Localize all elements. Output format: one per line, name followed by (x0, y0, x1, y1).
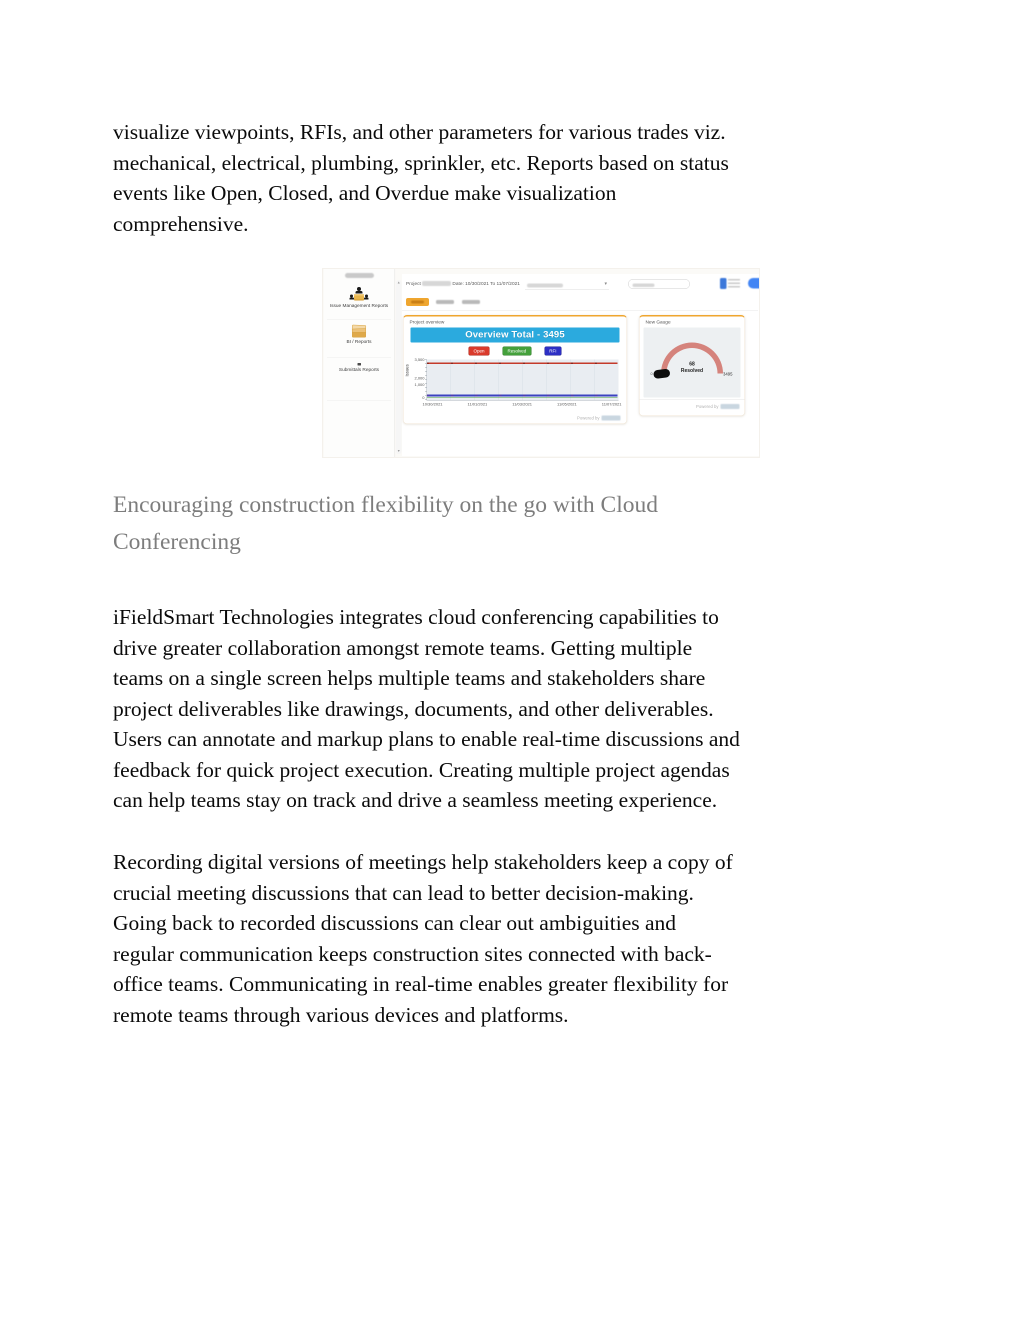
user-panel-text (728, 279, 740, 288)
powered-by-watermark (577, 416, 620, 421)
primary-action-button[interactable] (748, 278, 760, 289)
y-tick-label: 1,000 (414, 382, 425, 387)
text-line: Going back to recorded discussions can clear out ambiguities and (113, 911, 677, 935)
legend-open-button[interactable]: Open (468, 347, 489, 356)
paragraph-recording (113, 847, 943, 1030)
gauge-chart (644, 328, 741, 398)
x-tick-label: 11/07/2021 (601, 402, 622, 407)
divider (327, 319, 391, 320)
y-tick-label: 3,500 (414, 357, 425, 362)
ifieldsmart-dashboard (323, 269, 760, 458)
sidebar-item-issue-management-reports[interactable] (324, 287, 394, 309)
powered-by-watermark (696, 404, 739, 409)
x-tick-label: 11/01/2021 (467, 402, 488, 407)
legend-rfi-button[interactable]: RFI (544, 347, 561, 356)
text-line: regular communication keeps construction sites connected with back- (113, 941, 712, 966)
redacted-placeholder (633, 283, 655, 287)
heading-line: Encouraging construction flexibility on the go with Cloud (113, 492, 658, 518)
caret-down-icon: ▾ (604, 281, 607, 287)
sidebar-item-label: BI / Reports (346, 339, 372, 345)
text-line: drive greater collaboration amongst remote teams. Getting multiple (113, 635, 693, 660)
redacted-vendor-name (602, 416, 621, 421)
divider (327, 357, 391, 358)
legend-resolved-button[interactable]: Resolved (503, 347, 532, 356)
x-tick-label: 10/30/2021 (422, 402, 443, 407)
powered-by-text: Powered by (696, 404, 719, 409)
y-tick-label: 2,000 (414, 376, 425, 381)
card-footer (640, 399, 745, 416)
user-panel-icon[interactable] (720, 278, 727, 289)
resolved-series-line (427, 398, 618, 399)
scroll-down-arrow-icon[interactable]: ▼ (397, 449, 401, 453)
card-title: Project overview (409, 319, 445, 325)
org-chart-icon (350, 287, 368, 302)
text-line: can help teams stay on track and drive a seamless meeting experience. (113, 788, 718, 812)
search-input[interactable] (628, 279, 690, 289)
paragraph-cloud-conferencing (113, 602, 943, 816)
widget-select-dropdown[interactable] (525, 280, 609, 290)
redacted-vendor-name (721, 404, 740, 409)
redacted-select-text (527, 284, 563, 288)
text-line: feedback for quick project execution. Creating multiple project agendas (113, 757, 730, 782)
sidebar (324, 269, 395, 458)
project-overview-card (403, 315, 627, 424)
text-line: Users can annotate and markup plans to enable real-time discussions and (113, 727, 740, 751)
divider (402, 310, 758, 311)
text-line: visualize viewpoints, RFIs, and other parameters for various trades viz. (113, 120, 726, 144)
line-chart-plot-area (427, 360, 619, 401)
dashboard-screenshot-figure (322, 268, 760, 458)
tab-active[interactable] (406, 298, 429, 306)
text-line: remote teams through various devices and platforms. (113, 1002, 569, 1027)
sidebar-item-bi-reports[interactable] (324, 324, 394, 345)
paragraph-intro (113, 117, 943, 239)
redacted-tab-label (411, 301, 424, 304)
text-line: mechanical, electrical, plumbing, sprinkler, etc. Reports based on status (113, 150, 729, 175)
vertical-scrollbar[interactable] (396, 280, 402, 454)
x-axis-labels (423, 402, 622, 407)
sidebar-item-label: Issue Management Reports (329, 303, 389, 309)
gauge-value-label: Resolved (680, 368, 704, 374)
chart-legend (404, 347, 627, 356)
y-tick-label: 0 (422, 395, 425, 400)
sidebar-item-label: Submittals Reports (338, 367, 380, 373)
project-label: Project (406, 281, 421, 287)
gauge-max-label: 3495 (723, 371, 733, 377)
app-logo (345, 273, 374, 278)
powered-by-text: Powered by (577, 415, 600, 421)
gauge-value: 68 (689, 361, 695, 367)
text-line: office teams. Communicating in real-time enables greater flexibility for (113, 972, 729, 996)
rfi-series-line (427, 395, 618, 397)
project-date-filter (406, 281, 520, 287)
gauge-card (639, 315, 745, 416)
divider (327, 400, 391, 401)
text-line: Recording digital versions of meetings help stakeholders keep a copy of (113, 850, 733, 874)
main-content (402, 274, 759, 456)
tab-2[interactable] (436, 300, 454, 304)
text-line: crucial meeting discussions that can lead to better decision-making. (113, 880, 694, 905)
y-axis-title: Issues (404, 364, 410, 377)
x-tick-label: 11/03/2021 (512, 402, 533, 407)
text-line: project deliverables like drawings, documents, and other deliverables. (113, 696, 714, 721)
card-title: New Gauge (645, 319, 671, 325)
section-heading (113, 487, 943, 561)
date-range-text: Date: 10/30/2021 To 11/07/2021 (452, 281, 520, 287)
sidebar-item-submittals-reports[interactable] (324, 363, 394, 373)
redacted-project-name (422, 281, 451, 286)
heading-line: Conferencing (113, 529, 241, 555)
text-line: comprehensive. (113, 211, 249, 236)
x-tick-label: 11/05/2021 (557, 402, 577, 407)
tab-3[interactable] (462, 300, 480, 304)
overview-total-text: Overview Total - 3495 (465, 329, 565, 340)
text-line: teams on a single screen helps multiple teams and stakeholders share (113, 666, 706, 690)
gauge-min-label: 0 (650, 371, 653, 376)
overview-total-banner (411, 328, 620, 343)
scroll-up-arrow-icon[interactable]: ▲ (397, 281, 401, 285)
open-series-line (427, 363, 618, 365)
dot-icon (357, 363, 361, 366)
report-stack-icon (351, 324, 367, 338)
text-line: events like Open, Closed, and Overdue make visualization (113, 181, 617, 205)
text-line: iFieldSmart Technologies integrates cloud conferencing capabilities to (113, 605, 719, 629)
